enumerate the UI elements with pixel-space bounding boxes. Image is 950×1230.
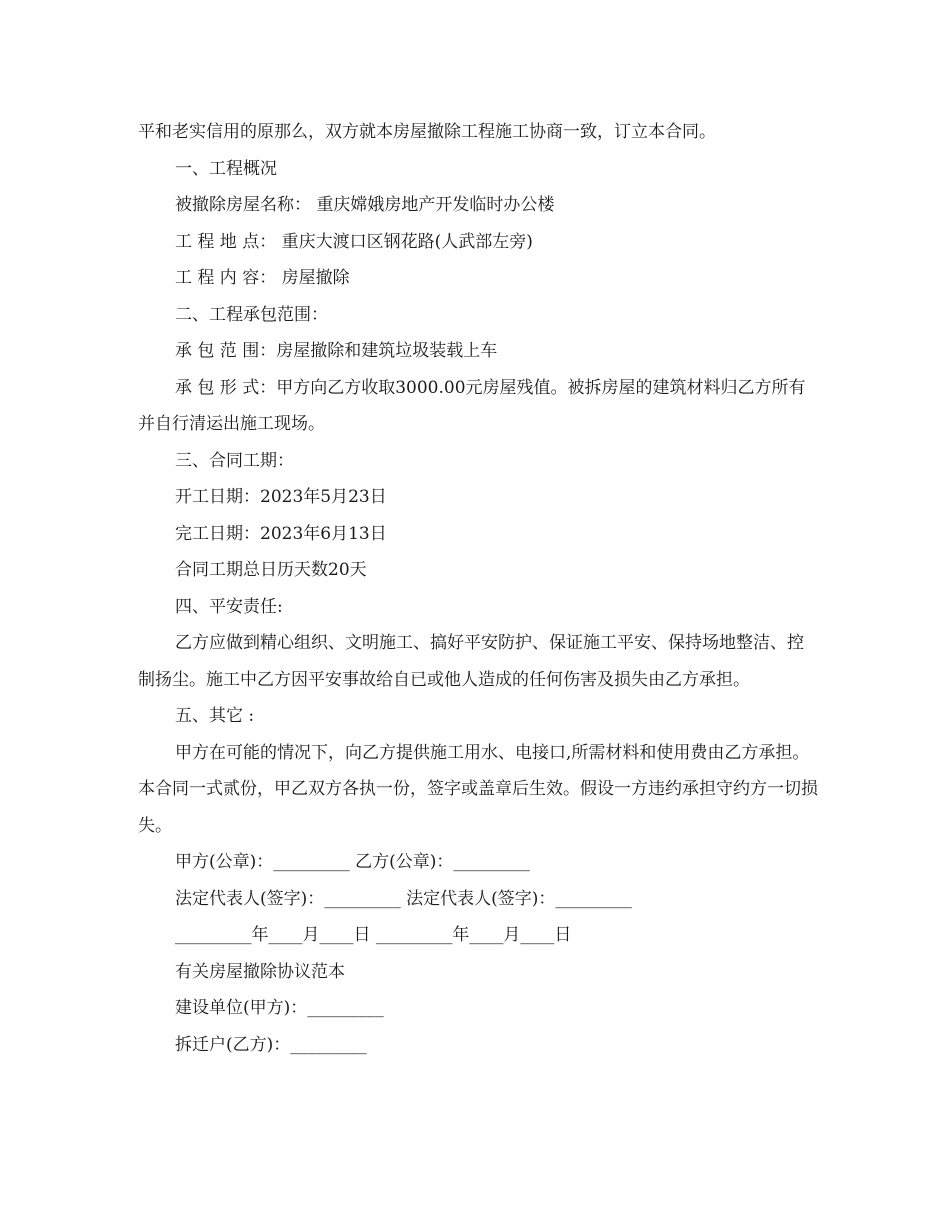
section-1-heading: 一、工程概况 <box>175 158 277 179</box>
other-paragraph: 甲方在可能的情况下，向乙方提供施工用水、电接口,所需材料和使用费由乙方承担。 本合同一式贰份，甲乙双方各执一份，签字或盖章后生效。假设一方违约承担守约方一切损失。 <box>138 742 818 836</box>
section-5-heading: 五、其它 : <box>175 706 255 726</box>
builder-party-line: 建设单位(甲方)：_________ <box>175 998 384 1018</box>
house-name-line: 被撤除房屋名称： 重庆嫦娥房地产开发临时办公楼 <box>175 195 555 215</box>
sample-agreement-title: 有关房屋撤除协议范本 <box>175 961 345 982</box>
end-date-line: 完工日期：2023年6月13日 <box>175 523 387 544</box>
signature-date-line: _________年____月____日 _________年____月____日 <box>175 925 572 945</box>
section-2-heading: 二、工程承包范围： <box>175 304 328 325</box>
content-line: 工 程 内 容： 房屋撤除 <box>175 268 350 288</box>
scope-line: 承 包 范 围：房屋撤除和建筑垃圾装载上车 <box>175 341 498 361</box>
document-body <box>138 114 818 1063</box>
location-line: 工 程 地 点： 重庆大渡口区钢花路(人武部左旁) <box>175 231 533 252</box>
seal-signature-line: 甲方(公章)：_________ 乙方(公章)：_________ <box>175 852 530 872</box>
intro-tail-paragraph: 平和老实信用的原那么，双方就本房屋撤除工程施工协商一致，订立本合同。 <box>138 122 716 142</box>
start-date-line: 开工日期：2023年5月23日 <box>175 487 387 507</box>
section-3-heading: 三、合同工期： <box>175 450 294 471</box>
form-paragraph: 承 包 形 式：甲方向乙方收取3000.00元房屋残值。被拆房屋的建筑材料归乙方所有并自行清运出施工现场。 <box>138 377 806 434</box>
safety-paragraph: 乙方应做到精心组织、文明施工、搞好平安防护、保证施工平安、保持场地整洁、控制扬尘。施工中乙方因平安事故给自已或他人造成的任何伤害及损失由乙方承担。 <box>138 633 804 690</box>
total-days-line: 合同工期总日历天数20天 <box>175 560 367 580</box>
section-4-heading: 四、平安责任: <box>175 596 283 617</box>
evictee-party-line: 拆迁户(乙方)：_________ <box>175 1034 367 1055</box>
representative-signature-line: 法定代表人(签字)：_________ 法定代表人(签字)：_________ <box>175 888 632 909</box>
